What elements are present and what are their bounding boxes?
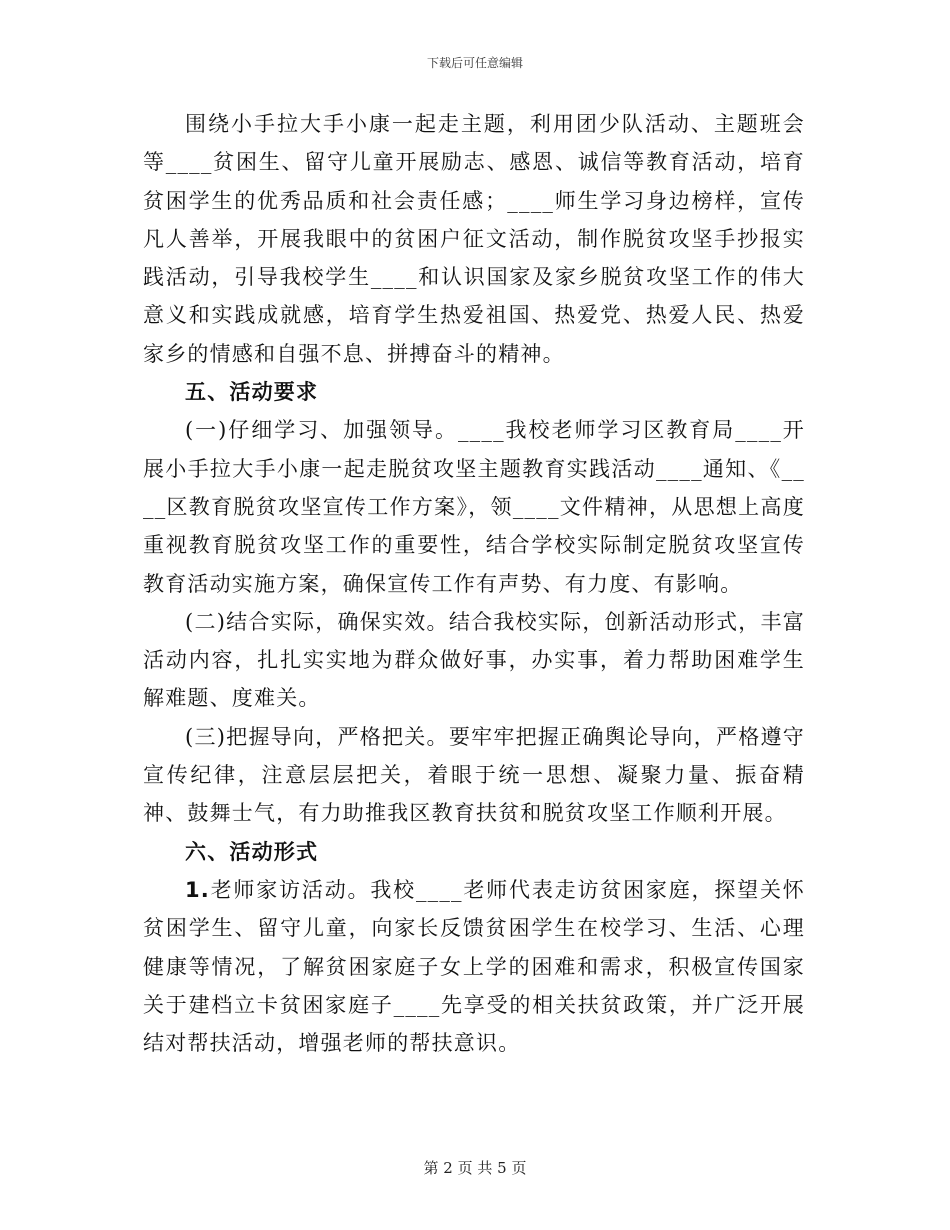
paragraph-requirement-1: (一)仔细学习、加强领导。____我校老师学习区教育局____开展小手拉大手小康一起走脱贫攻坚主题教育实践活动____通知、《____区教育脱贫攻坚宣传工作方案》，领____文件精神，从思想上高度重视教育脱贫攻坚工作的重要性，结合学校实际制定脱贫攻坚宣传教育活动实施方案，确保宣传工作有声势、有力度、有影响。 [143,418,805,596]
list-number: 1. [185,877,210,902]
section-heading-forms: 六、活动形式 [185,839,319,864]
paragraph-requirement-2: (二)结合实际，确保实效。结合我校实际，创新活动形式，丰富活动内容，扎扎实实地为群众做好事，办实事，着力帮助困难学生解难题、度难关。 [143,609,805,711]
paragraph-theme-activities: 围绕小手拉大手小康一起走主题，利用团少队活动、主题班会等____贫困生、留守儿童开展励志、感恩、诚信等教育活动，培育贫困学生的优秀品质和社会责任感；____师生学习身边榜样，宣传凡人善举，开展我眼中的贫困户征文活动，制作脱贫攻坚手抄报实践活动，引导我校学生____和认识国家及家乡脱贫攻坚工作的伟大意义和实践成就感，培育学生热爱祖国、热爱党、热爱人民、热爱家乡的情感和自强不息、拼搏奋斗的精神。 [143,112,805,366]
section-heading-requirements: 五、活动要求 [185,380,319,405]
page-header: 下载后可任意编辑 [426,56,523,70]
document-body [143,105,805,1062]
paragraph-form-1-text: 老师家访活动。我校____老师代表走访贫困家庭，探望关怀贫困学生、留守儿童，向家长反馈贫困学生在校学习、生活、心理健康等情况，了解贫困家庭子女上学的困难和需求，积极宣传国家关于建档立卡贫困家庭子____先享受的相关扶贫政策，并广泛开展结对帮扶活动，增强老师的帮扶意识。 [143,877,805,1056]
page-number: 第 2 页 共 5 页 [423,1159,527,1177]
paragraph-form-1 [143,871,805,1062]
paragraph-requirement-3: (三)把握导向，严格把关。要牢牢把握正确舆论导向，严格遵守宣传纪律，注意层层把关，着眼于统一思想、凝聚力量、振奋精神、鼓舞士气，有力助推我区教育扶贫和脱贫攻坚工作顺利开展。 [143,724,805,826]
